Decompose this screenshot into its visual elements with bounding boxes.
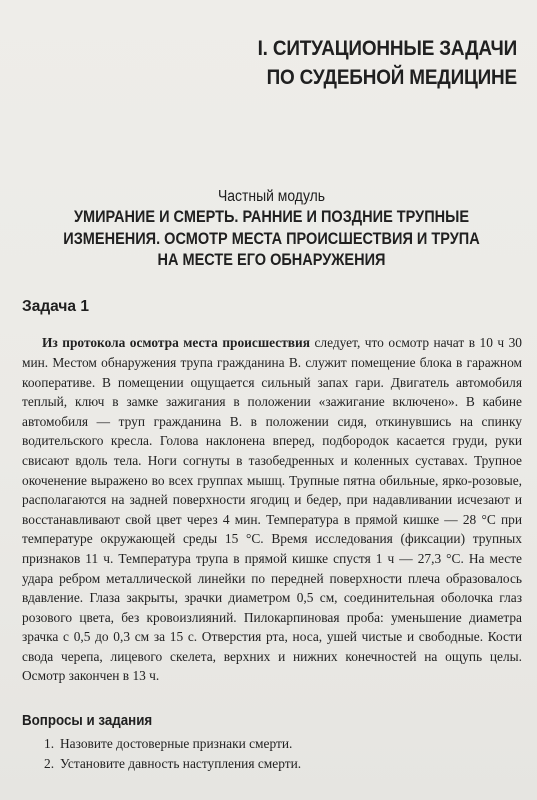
module-header	[20, 187, 523, 272]
module-label: Частный модуль	[217, 188, 326, 205]
chapter-title	[139, 34, 517, 92]
question-item	[44, 734, 301, 754]
task-heading: Задача 1	[22, 298, 89, 315]
module-title-line-1: УМИРАНИЕ И СМЕРТЬ. РАННИЕ И ПОЗДНИЕ ТРУПНЫЕ	[73, 208, 470, 226]
chapter-title-line-2: ПО СУДЕБНОЙ МЕДИЦИНЕ	[266, 65, 517, 89]
question-text: Установите давность наступления смерти.	[60, 755, 302, 771]
question-number: 1.	[44, 736, 55, 751]
questions-heading: Вопросы и задания	[22, 713, 153, 729]
question-number: 2.	[44, 755, 55, 771]
task-lead: Из протокола осмотра места происшествия	[42, 335, 310, 351]
task-body: следует, что осмотр начат в 10 ч 30 мин. Местом обнаружения трупа гражданина В. служит помещение блока в гаражном кооперативе. В помещении ощущается сильный запах гари. Двигатель автомобиля теплый, ключ в замке зажигания в положении «зажигание включено». В кабине автомобиля — труп гражданина В. в положении сидя, откинувшись на спинку водительского кресла. Голова наклонена вперед, подбородок касается груди, руки свисают вдоль тела. Ноги согнуты в тазобедренных и коленных суставах. Трупное окоченение выражено во всех группах мышц. Трупные пятна обильные, ярко-розовые, располагаются на задней поверхности ягодиц и бедер, при надавливании исчезают и восстанавливают свой цвет через 4 мин. Температура в прямой кишке — 28 °С при температуре окружающей среды 15 °С. Время исследования (фиксации) трупных признаков 11 ч. Температура трупа в прямой кишке спустя 1 ч — 27,3 °С. На месте удара ребром металлической линейки по передней поверхности плеча образовалось вдавление. Глаза закрыты, зрачки диаметром 0,5 см, соединительная оболочка глаз розового цвета, без кровоизлияний. Пилокарпиновая проба: уменьшение диаметра зрачка с 0,5 до 0,3 см за 15 с. Отверстия рта, носа, ушей чистые и свободные. Кости свода черепа, лицевого скелета, верхних и нижних конечностей на ощупь целы. Осмотр закончен в 13 ч.	[22, 335, 522, 684]
module-title-line-3: НА МЕСТЕ ЕГО ОБНАРУЖЕНИЯ	[157, 251, 386, 269]
task-text	[22, 333, 522, 686]
module-title	[50, 207, 493, 272]
chapter-title-line-1: I. СИТУАЦИОННЫЕ ЗАДАЧИ	[257, 36, 517, 60]
module-title-line-2: ИЗМЕНЕНИЯ. ОСМОТР МЕСТА ПРОИСШЕСТВИЯ И ТРУПА	[63, 229, 480, 248]
questions-list	[44, 734, 301, 773]
question-text: Назовите достоверные признаки смерти.	[60, 736, 293, 751]
question-item	[44, 754, 301, 774]
